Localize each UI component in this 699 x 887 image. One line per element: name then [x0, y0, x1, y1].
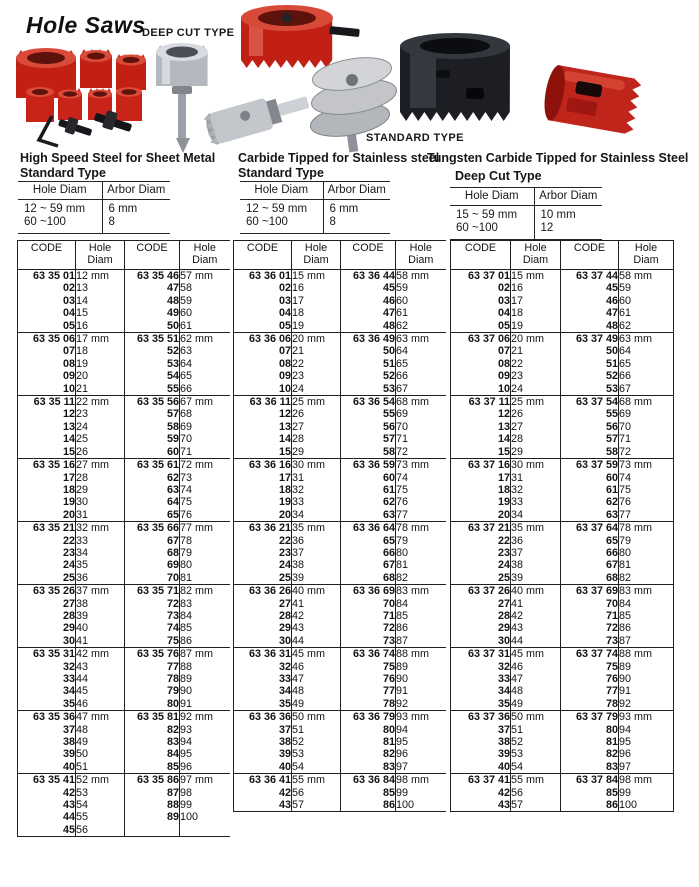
codes-table-63-35 — [17, 240, 230, 837]
code-block-row — [234, 459, 446, 522]
spec-hole-diam-header: Hole Diam — [450, 188, 534, 206]
code-cell: 63 35 81 82 83 84 85 — [125, 711, 180, 774]
hole-diam-cell: 67 mm 68 69 70 71 — [180, 396, 230, 459]
hole-diam-cell: 63 mm 64 65 66 67 — [396, 333, 446, 396]
code-block-row — [234, 648, 446, 711]
section-tungsten-title: Tungsten Carbide Tipped for Stainless Steel — [427, 151, 689, 165]
codes-table-63-37 — [450, 240, 674, 812]
code-cell: 63 35 06 07 08 09 10 — [18, 333, 76, 396]
code-cell: 63 36 36 37 38 39 40 — [234, 711, 292, 774]
hole-diam-cell: 35 mm 36 37 38 39 — [511, 522, 561, 585]
holesaw-set-photo — [16, 48, 146, 146]
red-deepcut-holesaw-photo — [541, 64, 642, 135]
hole-diam-cell: 15 mm 16 17 18 19 — [292, 270, 341, 333]
hole-diam-cell: 55 mm 56 57 — [292, 774, 341, 812]
code-cell: 63 36 79 80 81 82 83 — [341, 711, 396, 774]
hole-diam-cell: 35 mm 36 37 38 39 — [292, 522, 341, 585]
code-cell: 63 36 74 75 76 77 78 — [341, 648, 396, 711]
section-hss-title: High Speed Steel for Sheet Metal — [20, 151, 216, 165]
spec-cell: 60 ~100 — [24, 216, 66, 228]
hole-diam-cell: 55 mm 56 57 — [511, 774, 561, 812]
spec-hole-diam-header: Hole Diam — [240, 182, 323, 200]
hole-diam-cell: 22 mm 23 24 25 26 — [76, 396, 125, 459]
hole-diam-cell: 45 mm 46 47 48 49 — [292, 648, 341, 711]
spec-cell: 12 ~ 59 mm — [24, 203, 86, 215]
hole-diam-cell: 73 mm 74 75 76 77 — [619, 459, 674, 522]
hole-diam-cell: 47 mm 48 49 50 51 — [76, 711, 125, 774]
standard-type-label: STANDARD TYPE — [366, 132, 464, 144]
code-block-row — [18, 522, 230, 585]
code-block-row — [451, 774, 674, 812]
code-column-header: CODE — [18, 241, 76, 270]
code-cell: 63 37 44 45 46 47 48 — [561, 270, 619, 333]
hole-diam-cell: 88 mm 89 90 91 92 — [619, 648, 674, 711]
code-cell: 63 36 59 60 61 62 63 — [341, 459, 396, 522]
hole-diam-cell: 12 mm 13 14 15 16 — [76, 270, 125, 333]
spec-cell: 60 ~100 — [246, 216, 288, 228]
spec-cell: 12 — [534, 221, 602, 240]
code-cell: 63 36 16 17 18 19 20 — [234, 459, 292, 522]
code-cell: 63 37 01 02 03 04 05 — [467, 270, 510, 332]
code-column-header: CODE — [341, 241, 396, 270]
code-cell: 63 35 11 12 13 14 15 — [18, 396, 76, 459]
code-block-row — [451, 396, 674, 459]
hole-diam-cell: 92 mm 93 94 95 96 — [180, 711, 230, 774]
code-cell: 63 37 79 80 81 82 83 — [561, 711, 619, 774]
code-block-row — [234, 396, 446, 459]
code-cell: 63 37 36 37 38 39 40 — [451, 711, 511, 774]
hole-diam-cell: 98 mm 99 100 — [396, 774, 446, 812]
code-cell: 63 37 16 17 18 19 20 — [451, 459, 511, 522]
code-cell: 63 36 54 55 56 57 58 — [341, 396, 396, 459]
hole-diam-cell: 50 mm 51 52 53 54 — [511, 711, 561, 774]
code-cell: 63 37 69 70 71 72 73 — [561, 585, 619, 648]
code-cell: 63 37 84 85 86 — [561, 774, 619, 812]
hole-diam-cell: 15 mm 16 17 18 19 — [511, 270, 561, 333]
code-cell: 63 35 71 72 73 74 75 — [125, 585, 180, 648]
hole-diam-cell: 17 mm 18 19 20 21 — [76, 333, 125, 396]
deep-cut-type-label: DEEP CUT TYPE — [142, 27, 235, 39]
spec-cell: 15 ~ 59 mm — [456, 209, 518, 221]
code-block-row — [18, 585, 230, 648]
section-tungsten-subtitle: Deep Cut Type — [455, 169, 542, 183]
code-cell: 63 37 64 65 66 67 68 — [561, 522, 619, 585]
spec-row — [450, 221, 602, 240]
code-cell: 63 35 16 17 18 19 20 — [18, 459, 76, 522]
code-block-row — [451, 648, 674, 711]
hole-diam-cell: 45 mm 46 47 48 49 — [511, 648, 561, 711]
spec-table-hss — [18, 181, 170, 234]
code-cell: 63 37 54 55 56 57 58 — [561, 396, 619, 459]
code-block-row — [451, 270, 674, 333]
spec-arbor-diam-header: Arbor Diam — [534, 188, 602, 206]
spec-cell: 6 mm — [323, 200, 390, 216]
hole-diam-cell: 88 mm 89 90 91 92 — [396, 648, 446, 711]
hole-diam-cell: 82 mm 83 84 85 86 — [180, 585, 230, 648]
code-cell: 63 36 01 02 03 04 05 — [248, 270, 291, 332]
carbide-tipped-cutter-photo — [202, 87, 312, 147]
code-cell: 63 35 46 47 48 49 50 — [125, 270, 180, 333]
section-carbide — [238, 151, 439, 181]
code-column-header: CODE — [561, 241, 619, 270]
code-cell: 63 36 41 42 43 — [234, 774, 292, 812]
section-carbide-title: Carbide Tipped for Stainless steel — [238, 151, 440, 165]
code-block-row — [18, 774, 230, 837]
hole-diam-cell: 68 mm 69 70 71 72 — [396, 396, 446, 459]
hole-diam-cell: 40 mm 41 42 43 44 — [292, 585, 341, 648]
hole-diam-cell: 77 mm 78 79 80 81 — [180, 522, 230, 585]
code-cell: 63 37 49 50 51 52 53 — [561, 333, 619, 396]
hole-diam-column-header: Hole Diam — [180, 241, 230, 270]
hole-diam-cell: 93 mm 94 95 96 97 — [396, 711, 446, 774]
code-block-row — [451, 459, 674, 522]
code-cell: 63 37 11 12 13 14 15 — [451, 396, 511, 459]
spec-arbor-diam-header: Arbor Diam — [102, 182, 170, 200]
spec-row — [240, 200, 390, 216]
spec-cell: 8 — [323, 215, 390, 234]
hole-diam-column-header: Hole Diam — [396, 241, 446, 270]
section-hss — [20, 151, 215, 181]
code-cell: 63 36 69 70 71 72 73 — [341, 585, 396, 648]
hole-diam-cell: 32 mm 33 34 35 36 — [76, 522, 125, 585]
code-cell: 63 37 21 22 23 24 25 — [451, 522, 511, 585]
code-block-row — [234, 711, 446, 774]
code-cell: 63 37 06 07 08 09 10 — [451, 333, 511, 396]
hole-diam-cell: 42 mm 43 44 45 46 — [76, 648, 125, 711]
code-cell: 63 37 74 75 76 77 78 — [561, 648, 619, 711]
code-cell: 63 36 21 22 23 24 25 — [234, 522, 292, 585]
code-block-row — [451, 522, 674, 585]
code-block-row — [18, 270, 230, 333]
hole-diam-cell: 63 mm 64 65 66 67 — [619, 333, 674, 396]
hole-diam-cell: 37 mm 38 39 40 41 — [76, 585, 125, 648]
code-cell: 63 35 41 42 43 44 45 — [18, 774, 76, 837]
code-cell: 63 36 31 32 33 34 35 — [234, 648, 292, 711]
page-title: Hole Saws — [26, 12, 146, 38]
code-block-row — [18, 711, 230, 774]
hole-diam-cell: 20 mm 21 22 23 24 — [292, 333, 341, 396]
code-block-row — [234, 270, 446, 333]
codes-header-row — [451, 241, 674, 270]
code-cell: 63 35 01 02 03 04 05 — [32, 270, 75, 332]
code-cell: 63 35 86 87 88 89 — [125, 774, 180, 837]
hole-diam-cell: 50 mm 51 52 53 54 — [292, 711, 341, 774]
code-cell: 63 36 26 27 28 29 30 — [234, 585, 292, 648]
hole-diam-cell: 57 mm 58 59 60 61 — [180, 270, 230, 333]
hole-diam-cell: 25 mm 26 27 28 29 — [292, 396, 341, 459]
hole-diam-cell: 58 mm 59 60 61 62 — [396, 270, 446, 333]
code-block-row — [234, 585, 446, 648]
hole-diam-cell: 58 mm 59 60 61 62 — [619, 270, 674, 333]
code-cell: 63 36 84 85 86 — [341, 774, 396, 812]
code-block-row — [234, 774, 446, 812]
spec-arbor-diam-header: Arbor Diam — [323, 182, 390, 200]
hole-diam-cell: 87 mm 88 89 90 91 — [180, 648, 230, 711]
hole-diam-cell: 93 mm 94 95 96 97 — [619, 711, 674, 774]
section-carbide-subtitle: Standard Type — [238, 166, 324, 180]
spec-hole-diam-header: Hole Diam — [18, 182, 102, 200]
codes-header-row — [234, 241, 446, 270]
hole-diam-cell: 20 mm 21 22 23 24 — [511, 333, 561, 396]
hole-diam-cell: 52 mm 53 54 55 56 — [76, 774, 125, 837]
hole-diam-cell: 40 mm 41 42 43 44 — [511, 585, 561, 648]
code-cell: 63 35 61 62 63 64 65 — [125, 459, 180, 522]
code-cell: 63 35 31 32 33 34 35 — [18, 648, 76, 711]
hole-diam-column-header: Hole Diam — [511, 241, 561, 270]
deep-cut-holesaw-photo — [156, 43, 208, 153]
code-block-row — [451, 711, 674, 774]
code-block-row — [451, 585, 674, 648]
hole-diam-cell: 78 mm 79 80 81 82 — [396, 522, 446, 585]
code-column-header: CODE — [451, 241, 511, 270]
hole-diam-cell: 72 mm 73 74 75 76 — [180, 459, 230, 522]
code-cell: 63 36 06 07 08 09 10 — [234, 333, 292, 396]
spec-cell: 10 mm — [534, 206, 602, 222]
spec-row — [18, 200, 170, 216]
section-hss-subtitle: Standard Type — [20, 166, 106, 180]
code-cell: 63 35 51 52 53 54 55 — [125, 333, 180, 396]
hole-diam-cell: 25 mm 26 27 28 29 — [511, 396, 561, 459]
hole-diam-cell: 30 mm 31 32 33 34 — [511, 459, 561, 522]
hole-diam-cell: 30 mm 31 32 33 34 — [292, 459, 341, 522]
hole-diam-cell: 98 mm 99 100 — [619, 774, 674, 812]
hole-diam-cell: 83 mm 84 85 86 87 — [619, 585, 674, 648]
hole-diam-column-header: Hole Diam — [292, 241, 341, 270]
code-cell: 63 35 21 22 23 24 25 — [18, 522, 76, 585]
spec-cell: 6 mm — [102, 200, 170, 216]
code-column-header: CODE — [125, 241, 180, 270]
spec-row — [240, 215, 390, 234]
hole-diam-cell: 62 mm 63 64 65 66 — [180, 333, 230, 396]
hole-diam-cell: 83 mm 84 85 86 87 — [396, 585, 446, 648]
hole-diam-cell: 97 mm 98 99 100 — [180, 774, 230, 837]
code-cell: 63 35 56 57 58 59 60 — [125, 396, 180, 459]
hole-diam-cell: 68 mm 69 70 71 72 — [619, 396, 674, 459]
code-block-row — [18, 648, 230, 711]
spec-row — [450, 206, 602, 222]
code-block-row — [18, 396, 230, 459]
code-block-row — [18, 333, 230, 396]
code-column-header: CODE — [234, 241, 292, 270]
hole-diam-column-header: Hole Diam — [619, 241, 674, 270]
hole-diam-cell: 27 mm 28 29 30 31 — [76, 459, 125, 522]
spec-table-tungsten — [450, 187, 602, 240]
code-cell: 63 37 59 60 61 62 63 — [561, 459, 619, 522]
codes-header-row — [18, 241, 230, 270]
code-cell: 63 35 36 37 38 39 40 — [18, 711, 76, 774]
code-block-row — [234, 522, 446, 585]
code-block-row — [234, 333, 446, 396]
code-cell: 63 36 64 65 66 67 68 — [341, 522, 396, 585]
hole-diam-cell: 78 mm 79 80 81 82 — [619, 522, 674, 585]
spec-table-carbide — [240, 181, 390, 234]
hole-diam-cell: 73 mm 74 75 76 77 — [396, 459, 446, 522]
code-block-row — [451, 333, 674, 396]
code-block-row — [18, 459, 230, 522]
code-cell: 63 37 26 27 28 29 30 — [451, 585, 511, 648]
codes-table-63-36 — [233, 240, 446, 812]
large-red-holesaw-photo — [241, 5, 360, 68]
code-cell: 63 35 26 27 28 29 30 — [18, 585, 76, 648]
hole-diam-column-header: Hole Diam — [76, 241, 125, 270]
code-cell: 63 36 49 50 51 52 53 — [341, 333, 396, 396]
standard-black-holesaw-photo — [400, 33, 510, 121]
code-cell: 63 37 41 42 43 — [451, 774, 511, 812]
code-cell: 63 35 66 67 68 69 70 — [125, 522, 180, 585]
spec-cell: 12 ~ 59 mm — [246, 203, 308, 215]
code-cell: 63 37 31 32 33 34 35 — [451, 648, 511, 711]
code-cell: 63 36 11 12 13 14 15 — [234, 396, 292, 459]
spec-row — [18, 215, 170, 234]
spec-cell: 8 — [102, 215, 170, 234]
code-cell: 63 36 44 45 46 47 48 — [341, 270, 396, 333]
spec-cell: 60 ~100 — [456, 222, 498, 234]
code-cell: 63 35 76 77 78 79 80 — [125, 648, 180, 711]
